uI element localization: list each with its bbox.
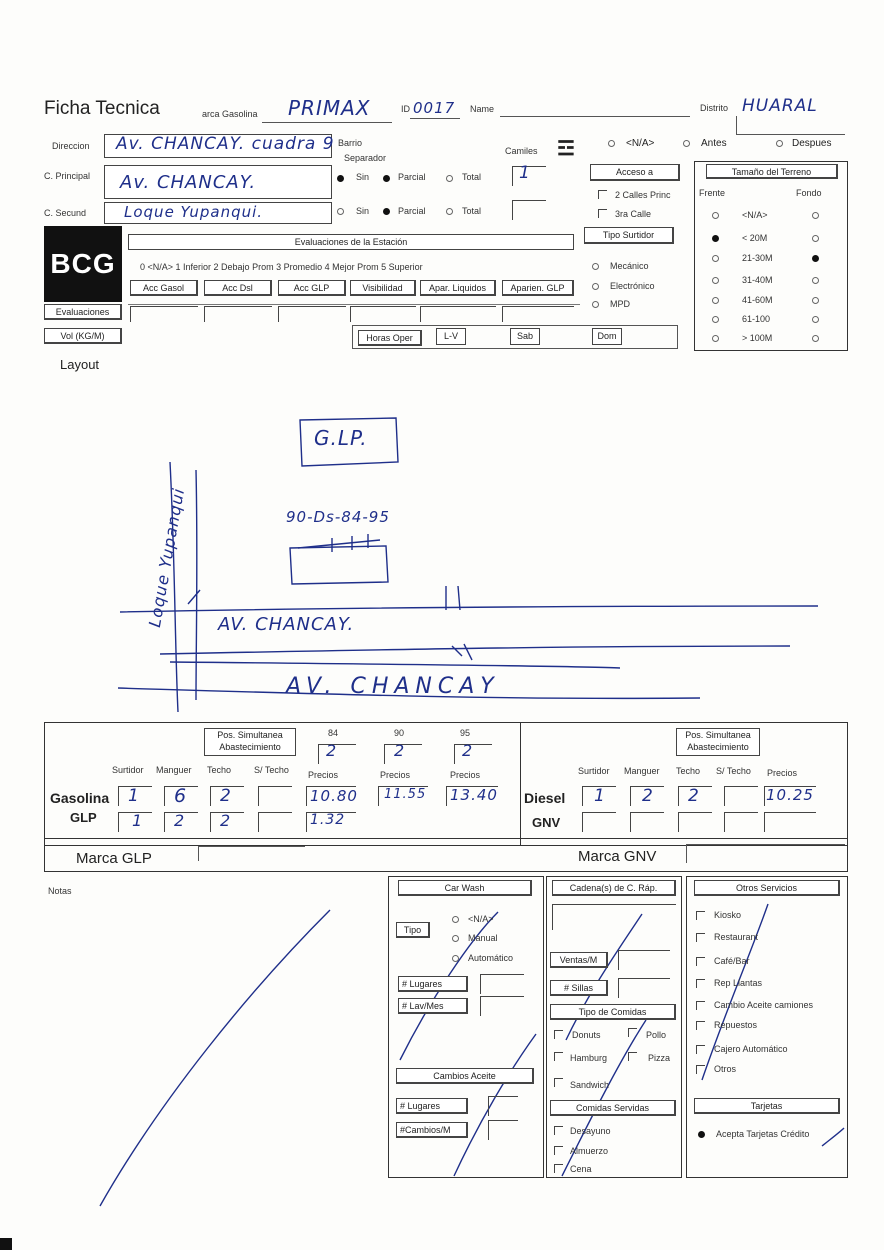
principal-value: Av. CHANCAY.: [120, 172, 257, 193]
meal-desayuno-label: Desayuno: [570, 1126, 611, 1136]
otros-checkbox[interactable]: [696, 1045, 705, 1054]
marca-value: PRIMAX: [288, 96, 371, 120]
principal-label: C. Principal: [44, 171, 91, 181]
pos-sim-gas-label: Pos. Simultanea Abastecimiento: [204, 728, 296, 756]
comida-donuts-label: Donuts: [572, 1030, 601, 1040]
marca-gnv-field[interactable]: [686, 844, 845, 863]
carwash-manual-radio[interactable]: [452, 935, 459, 942]
comida-donuts-checkbox[interactable]: [554, 1030, 563, 1039]
otros-item-label: Repuestos: [714, 1020, 758, 1030]
marca-label: arca Gasolina: [202, 109, 258, 119]
cadena-sillas-field[interactable]: [618, 978, 670, 998]
meal-cena-label: Cena: [570, 1164, 592, 1174]
terreno-row-label: 31-40M: [742, 275, 773, 285]
eval-row-vol: Vol (KG/M): [44, 328, 122, 344]
glp-techo-value: 2: [220, 811, 232, 830]
otros-item-label: Cambio Aceite camiones: [714, 1000, 814, 1010]
terreno-frente-radio[interactable]: [712, 335, 719, 342]
dsl-techo-value: 2: [688, 786, 700, 806]
road-line-1: [120, 606, 818, 612]
sep1-total-label: Total: [462, 172, 482, 182]
carwash-na-radio[interactable]: [452, 916, 459, 923]
dsl-manguer-header: Manguer: [624, 766, 660, 776]
price90-value: 11.55: [384, 787, 427, 802]
otros-item-label: Kiosko: [714, 910, 742, 920]
terreno-fondo-radio[interactable]: [812, 235, 819, 242]
comida-pollo-label: Pollo: [646, 1030, 667, 1040]
cadena-ventas-field[interactable]: [618, 950, 670, 970]
otros-item-label: Rep Llantas: [714, 978, 763, 988]
period-despues-label: Despues: [792, 138, 832, 149]
gnv-label: GNV: [532, 815, 561, 830]
terreno-row-label: < 20M: [742, 233, 768, 243]
sim84-value: 2: [326, 741, 338, 760]
carwash-manual-label: Manual: [468, 933, 498, 943]
sep1-parcial-label: Parcial: [398, 172, 426, 182]
gas-manguer-value: 6: [174, 785, 188, 807]
terreno-fondo-radio[interactable]: [812, 297, 819, 304]
oct84-label: 84: [328, 728, 339, 738]
carwash-title: Car Wash: [398, 880, 532, 896]
eval-cell[interactable]: [502, 306, 574, 322]
id-label: ID: [401, 104, 410, 114]
cambios-lugares-field[interactable]: [488, 1096, 518, 1116]
otros-item-label: Cajero Automático: [714, 1044, 788, 1054]
pos-sim-dsl-label: Pos. Simultanea Abastecimiento: [676, 728, 760, 756]
gnv-stecho-field[interactable]: [724, 812, 758, 832]
barrio-label: Barrio: [338, 138, 363, 148]
gas-surtidor-value: 1: [128, 786, 140, 806]
precio95-header: Precios: [450, 770, 481, 780]
terreno-frente-radio[interactable]: [712, 277, 719, 284]
street1-text: AV. CHANCAY.: [218, 614, 355, 635]
camiles-label: Camiles: [505, 146, 538, 156]
side-street-text: Loque Yupanqui: [144, 486, 189, 629]
acceso-button[interactable]: Acceso a: [590, 164, 680, 181]
sep2-sin-label: Sin: [356, 206, 370, 216]
precio84-header: Precios: [308, 770, 339, 780]
eval-col-2: Acc GLP: [278, 280, 346, 296]
evaluaciones-title: Evaluaciones de la Estación: [128, 234, 574, 250]
terreno-title: Tamaño del Terreno: [706, 164, 838, 179]
bcg-logo: BCG: [44, 226, 122, 302]
terreno-frente-radio[interactable]: [712, 316, 719, 323]
layout-label: Layout: [60, 357, 100, 372]
eval-cell[interactable]: [278, 306, 346, 322]
scan-mark: [0, 1238, 12, 1250]
dsl-surtidor-value: 1: [594, 786, 606, 806]
terreno-row-label: 61-100: [742, 314, 771, 324]
pump-rect: [290, 546, 388, 584]
comidas-servidas-title: Comidas Servidas: [550, 1100, 676, 1116]
comida-sandwich-checkbox[interactable]: [554, 1078, 563, 1087]
terreno-fondo-radio[interactable]: [812, 277, 819, 284]
comida-pizza-checkbox[interactable]: [628, 1052, 637, 1061]
terreno-frente-radio[interactable]: [712, 212, 719, 219]
form-title: Ficha Tecnica: [44, 98, 160, 119]
cadena-sillas-label: # Sillas: [550, 980, 608, 996]
horas-sab-field[interactable]: Sab: [510, 328, 540, 345]
otros-checkbox[interactable]: [696, 911, 705, 920]
cambios-cambios-label: #Cambios/M: [396, 1122, 468, 1138]
carwash-lavmes-field[interactable]: [480, 996, 524, 1016]
terreno-row-label: > 100M: [742, 333, 773, 343]
tipo-comidas-title: Tipo de Comidas: [550, 1004, 676, 1020]
meal-almuerzo-label: Almuerzo: [570, 1146, 609, 1156]
eval-cell[interactable]: [130, 306, 198, 322]
period-na-label: <N/A>: [626, 138, 655, 149]
terreno-frente-radio[interactable]: [712, 297, 719, 304]
carwash-lugares-label: # Lugares: [398, 976, 468, 992]
carwash-lavmes-label: # Lav/Mes: [398, 998, 468, 1014]
eval-cell[interactable]: [204, 306, 272, 322]
meal-desayuno-checkbox[interactable]: [554, 1126, 563, 1135]
carwash-auto-label: Automático: [468, 953, 514, 963]
name-label: Name: [470, 104, 495, 114]
otros-checkbox[interactable]: [696, 1065, 705, 1074]
gnv-techo-field[interactable]: [678, 812, 712, 832]
acceso-2calles-label: 2 Calles Princ: [615, 190, 671, 200]
carwash-auto-radio[interactable]: [452, 955, 459, 962]
otros-item-label: Restaurant: [714, 932, 759, 942]
comida-hamburg-label: Hamburg: [570, 1053, 608, 1063]
eval-col-0: Acc Gasol: [130, 280, 198, 296]
pump-code: 90-Ds-84-95: [286, 508, 390, 526]
glp-manguer-value: 2: [174, 811, 186, 830]
otros-checkbox[interactable]: [696, 933, 705, 942]
otros-checkbox[interactable]: [696, 1021, 705, 1030]
marca-glp-label: Marca GLP: [76, 850, 152, 867]
comida-pizza-label: Pizza: [648, 1053, 671, 1063]
separador-label: Separador: [344, 153, 387, 163]
gnv-surtidor-field[interactable]: [582, 812, 616, 832]
terreno-frente-radio[interactable]: [712, 235, 719, 242]
marca-gnv-label: Marca GNV: [578, 848, 657, 865]
carwash-lugares-field[interactable]: [480, 974, 524, 994]
gas-manguer-header: Manguer: [156, 765, 192, 775]
distrito-value: HUARAL: [742, 96, 818, 116]
eval-col-5: Aparien. GLP: [502, 280, 574, 296]
eval-row-evaluaciones: Evaluaciones: [44, 304, 122, 320]
road-line-3: [170, 662, 620, 668]
otros-item-label: Otros: [714, 1064, 737, 1074]
surtidor-electronico-label: Electrónico: [610, 281, 655, 291]
secund-value: Loque Yupanqui.: [124, 203, 264, 221]
distrito-label: Distrito: [700, 103, 729, 113]
terreno-row-label: 21-30M: [742, 253, 773, 263]
sep2-total-label: Total: [462, 206, 482, 216]
cambios-lugares-label: # Lugares: [396, 1098, 468, 1114]
otros-item-label: Café/Bar: [714, 956, 750, 966]
diesel-label: Diesel: [524, 790, 566, 806]
secund-label: C. Secund: [44, 208, 87, 218]
acceso-3ra-label: 3ra Calle: [615, 209, 652, 219]
sep2-parcial-label: Parcial: [398, 206, 426, 216]
gas-techo-header: Techo: [207, 765, 232, 775]
comida-hamburg-checkbox[interactable]: [554, 1052, 563, 1061]
gnv-manguer-field[interactable]: [630, 812, 664, 832]
side-street-line2: [196, 470, 197, 700]
price95-value: 13.40: [450, 786, 498, 804]
gas-stecho-field[interactable]: [258, 786, 292, 806]
terreno-fondo-radio[interactable]: [812, 316, 819, 323]
surtidor-mpd-label: MPD: [610, 299, 630, 309]
sep1-sin-label: Sin: [356, 172, 370, 182]
terreno-fondo-radio[interactable]: [812, 212, 819, 219]
horas-lv-field[interactable]: L-V: [436, 328, 466, 345]
eval-cell[interactable]: [350, 306, 416, 322]
dsl-price-value: 10.25: [766, 786, 814, 804]
meal-cena-checkbox[interactable]: [554, 1164, 563, 1173]
cadena-field[interactable]: [552, 904, 676, 930]
evaluaciones-scale: 0 <N/A> 1 Inferior 2 Debajo Prom 3 Promedio 4 Mejor Prom 5 Superior: [140, 262, 423, 272]
eval-col-1: Acc Dsl: [204, 280, 272, 296]
terreno-fondo-radio[interactable]: [812, 255, 819, 262]
oct90-label: 90: [394, 728, 405, 738]
gas-surtidor-header: Surtidor: [112, 765, 144, 775]
glp-box-text: G.LP.: [314, 426, 368, 450]
dsl-stecho-field[interactable]: [724, 786, 758, 806]
comida-sandwich-label: Sandwich: [570, 1080, 610, 1090]
traffic-light-icon: ☲: [557, 138, 575, 160]
eval-col-3: Visibilidad: [350, 280, 416, 296]
eval-col-4: Apar. Liquidos: [420, 280, 496, 296]
period-antes-label: Antes: [701, 138, 727, 149]
dsl-stecho-header: S/ Techo: [716, 766, 751, 776]
terreno-frente-radio[interactable]: [712, 255, 719, 262]
eval-cell[interactable]: [420, 306, 496, 322]
cadena-ventas-label: Ventas/M: [550, 952, 608, 968]
oct95-label: 95: [460, 728, 471, 738]
cambios-cambios-field[interactable]: [488, 1120, 518, 1140]
gasolina-label: Gasolina: [50, 790, 110, 806]
cadena-title: Cadena(s) de C. Ráp.: [552, 880, 676, 896]
horas-dom-field[interactable]: Dom: [592, 328, 622, 345]
glp-label: GLP: [70, 810, 97, 825]
notas-area[interactable]: [44, 882, 384, 1202]
acepta-tarjetas-radio[interactable]: [698, 1131, 705, 1138]
dsl-techo-header: Techo: [676, 766, 701, 776]
dsl-manguer-value: 2: [642, 786, 654, 806]
camiles-value: 1: [519, 163, 531, 183]
otros-checkbox[interactable]: [696, 979, 705, 988]
comida-pollo-checkbox[interactable]: [628, 1028, 637, 1037]
direccion-value: Av. CHANCAY. cuadra 9: [116, 134, 335, 154]
marca-glp-field[interactable]: [198, 846, 305, 861]
cambios-title: Cambios Aceite: [396, 1068, 534, 1084]
gas-techo-value: 2: [220, 786, 232, 806]
terreno-frente: Frente: [699, 188, 726, 198]
dsl-surtidor-header: Surtidor: [578, 766, 610, 776]
surtidor-mecanico-label: Mecánico: [610, 261, 649, 271]
sim95-value: 2: [462, 741, 474, 760]
gas-stecho-header: S/ Techo: [254, 765, 289, 775]
price84-value: 10.80: [310, 787, 358, 805]
road-line-2: [160, 646, 790, 654]
dsl-precio-header: Precios: [767, 768, 798, 778]
tarjetas-title: Tarjetas: [694, 1098, 840, 1114]
street2-text: AV. CHANCAY: [286, 674, 500, 699]
sim90-value: 2: [394, 741, 406, 760]
terreno-row-label: 41-60M: [742, 295, 773, 305]
meal-almuerzo-checkbox[interactable]: [554, 1146, 563, 1155]
gnv-price-field[interactable]: [764, 812, 816, 832]
notas-label: Notas: [48, 886, 72, 896]
precio90-header: Precios: [380, 770, 411, 780]
terreno-fondo-radio[interactable]: [812, 335, 819, 342]
otros-title: Otros Servicios: [694, 880, 840, 896]
terreno-fondo: Fondo: [796, 188, 822, 198]
glp-surtidor-value: 1: [132, 811, 144, 830]
glp-stecho-field[interactable]: [258, 812, 292, 832]
fuel-divider: [520, 722, 521, 846]
horas-oper-label: Horas Oper: [358, 330, 422, 346]
acepta-tarjetas-label: Acepta Tarjetas Crédito: [716, 1129, 810, 1139]
carwash-tipo-label: Tipo: [396, 922, 430, 938]
otros-checkbox[interactable]: [696, 957, 705, 966]
carwash-na-label: <N/A>: [468, 914, 494, 924]
tipo-surtidor-button[interactable]: Tipo Surtidor: [584, 227, 674, 244]
terreno-row-label: <N/A>: [742, 210, 768, 220]
id-value: 0017: [413, 99, 456, 117]
direccion-label: Direccion: [52, 141, 90, 151]
otros-checkbox[interactable]: [696, 1001, 705, 1010]
glp-price-value: 1.32: [310, 812, 346, 828]
